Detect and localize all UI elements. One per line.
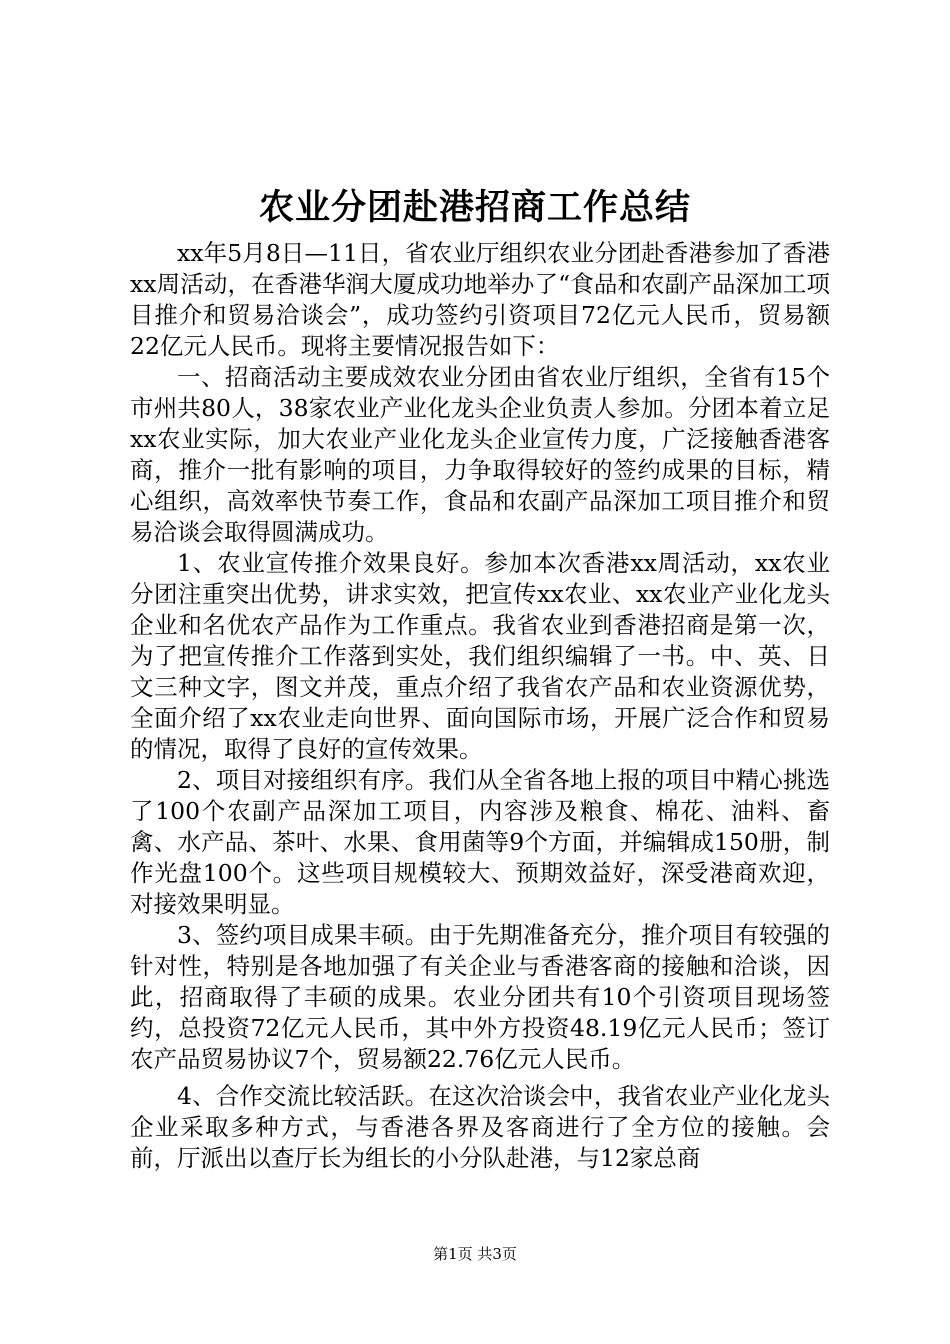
paragraph-item-3: 3、签约项目成果丰硕。由于先期准备充分，推介项目有较强的针对性，特别是各地加强了有关企业与香港客商的接触和洽谈，因此，招商取得了丰硕的成果。农业分团共有10个引资项目现场签约，总投资72亿元人民币，其中外方投资48.19亿元人民币；签订农产品贸易协议7个，贸易额22.76亿元人民币。	[130, 921, 830, 1073]
paragraph-intro: xx年5月8日—11日，省农业厅组织农业分团赴香港参加了香港xx周活动，在香港华润大厦成功地举办了“食品和农副产品深加工项目推介和贸易洽谈会”，成功签约引资项目72亿元人民币，贸易额22亿元人民币。现将主要情况报告如下：	[130, 239, 830, 360]
document-body	[130, 238, 830, 1174]
paragraph-section-1: 一、招商活动主要成效农业分团由省农业厅组织，全省有15个市州共80人，38家农业产业化龙头企业负责人参加。分团本着立足xx农业实际，加大农业产业化龙头企业宣传力度，广泛接触香港客商，推介一批有影响的项目，力争取得较好的签约成果的目标，精心组织，高效率快节奏工作，食品和农副产品深加工项目推介和贸易洽谈会取得圆满成功。	[130, 363, 830, 546]
paragraph-item-1: 1、农业宣传推介效果良好。参加本次香港xx周活动，xx农业分团注重突出优势，讲求实效，把宣传xx农业、xx农业产业化龙头企业和名优农产品作为工作重点。我省农业到香港招商是第一次，为了把宣传推介工作落到实处，我们组织编辑了一书。中、英、日文三种文字，图文并茂，重点介绍了我省农产品和农业资源优势，全面介绍了xx农业走向世界、面向国际市场，开展广泛合作和贸易的情况，取得了良好的宣传效果。	[130, 549, 830, 763]
page-footer: 第1页 共3页	[433, 1245, 517, 1263]
document-title: 农业分团赴港招商工作总结	[258, 187, 691, 228]
paragraph-item-4: 4、合作交流比较活跃。在这次洽谈会中，我省农业产业化龙头企业采取多种方式，与香港各界及客商进行了全方位的接触。会前，厅派出以查厅长为组长的小分队赴港，与12家总商	[130, 1082, 830, 1172]
paragraph-item-2: 2、项目对接组织有序。我们从全省各地上报的项目中精心挑选了100个农副产品深加工项目，内容涉及粮食、棉花、油料、畜禽、水产品、茶叶、水果、食用菌等9个方面，并编辑成150册，制作光盘100个。这些项目规模较大、预期效益好，深受港商欢迎，对接效果明显。	[130, 766, 830, 918]
